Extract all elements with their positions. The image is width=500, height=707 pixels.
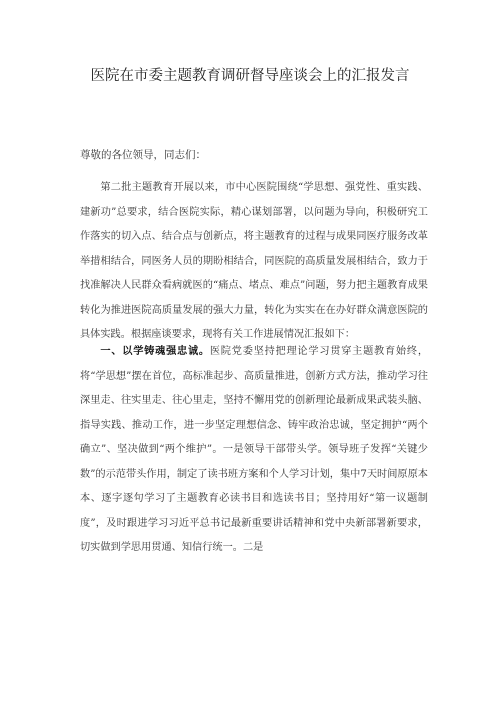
section-one-body: 医院党委坚持把理论学习贯穿主题教育始终，将“学思想”摆在首位，高标准起步、高质量推进，创新方式方法，推动学习往深里走、往实里走、往心里走，坚持不懈用党的创新理论最新成果武装头脑、指导实践、推动工作，进一步坚定理想信念、铸牢政治忠诚，坚定拥护“两个确立”、坚决做到“两个维护”。一是领导干部带头学。领导班子发挥“关键少数”的示范带头作用，制定了读书班方案和个人学习计划，集中7天时间原原本本、逐字逐句学习了主题教育必读书目和选读书目；坚持用好“第一议题制度”，及时跟进学习习近平总书记最新重要讲话精神和党中央新部署新要求，切实做到学思用贯通、知信行统一。二是	[80, 346, 429, 553]
intro-paragraph: 第二批主题教育开展以来，市中心医院围绕“学思想、强党性、重实践、建新功”总要求，结合医院实际，精心谋划部署，以问题为导向，积极研究工作落实的切入点、结合点与创新点，将主题教育的过程与成果同医疗服务改革举措相结合，同医务人员的期盼相结合，同医院的高质量发展相结合，致力于找准解决人民群众看病就医的“痛点、堵点、难点”问题，努力把主题教育成果转化为推进医院高质量发展的强大力量，转化为实实在在办好群众满意医院的具体实践。根据座谈要求，现将有关工作进展情况汇报如下：	[80, 182, 428, 340]
section-one-heading: 一、以学铸魂强忠诚。	[100, 346, 210, 357]
salutation: 尊敬的各位领导，同志们：	[80, 149, 206, 161]
page-title: 医院在市委主题教育调研督导座谈会上的汇报发言	[90, 68, 410, 84]
section-one-paragraph	[80, 340, 428, 561]
